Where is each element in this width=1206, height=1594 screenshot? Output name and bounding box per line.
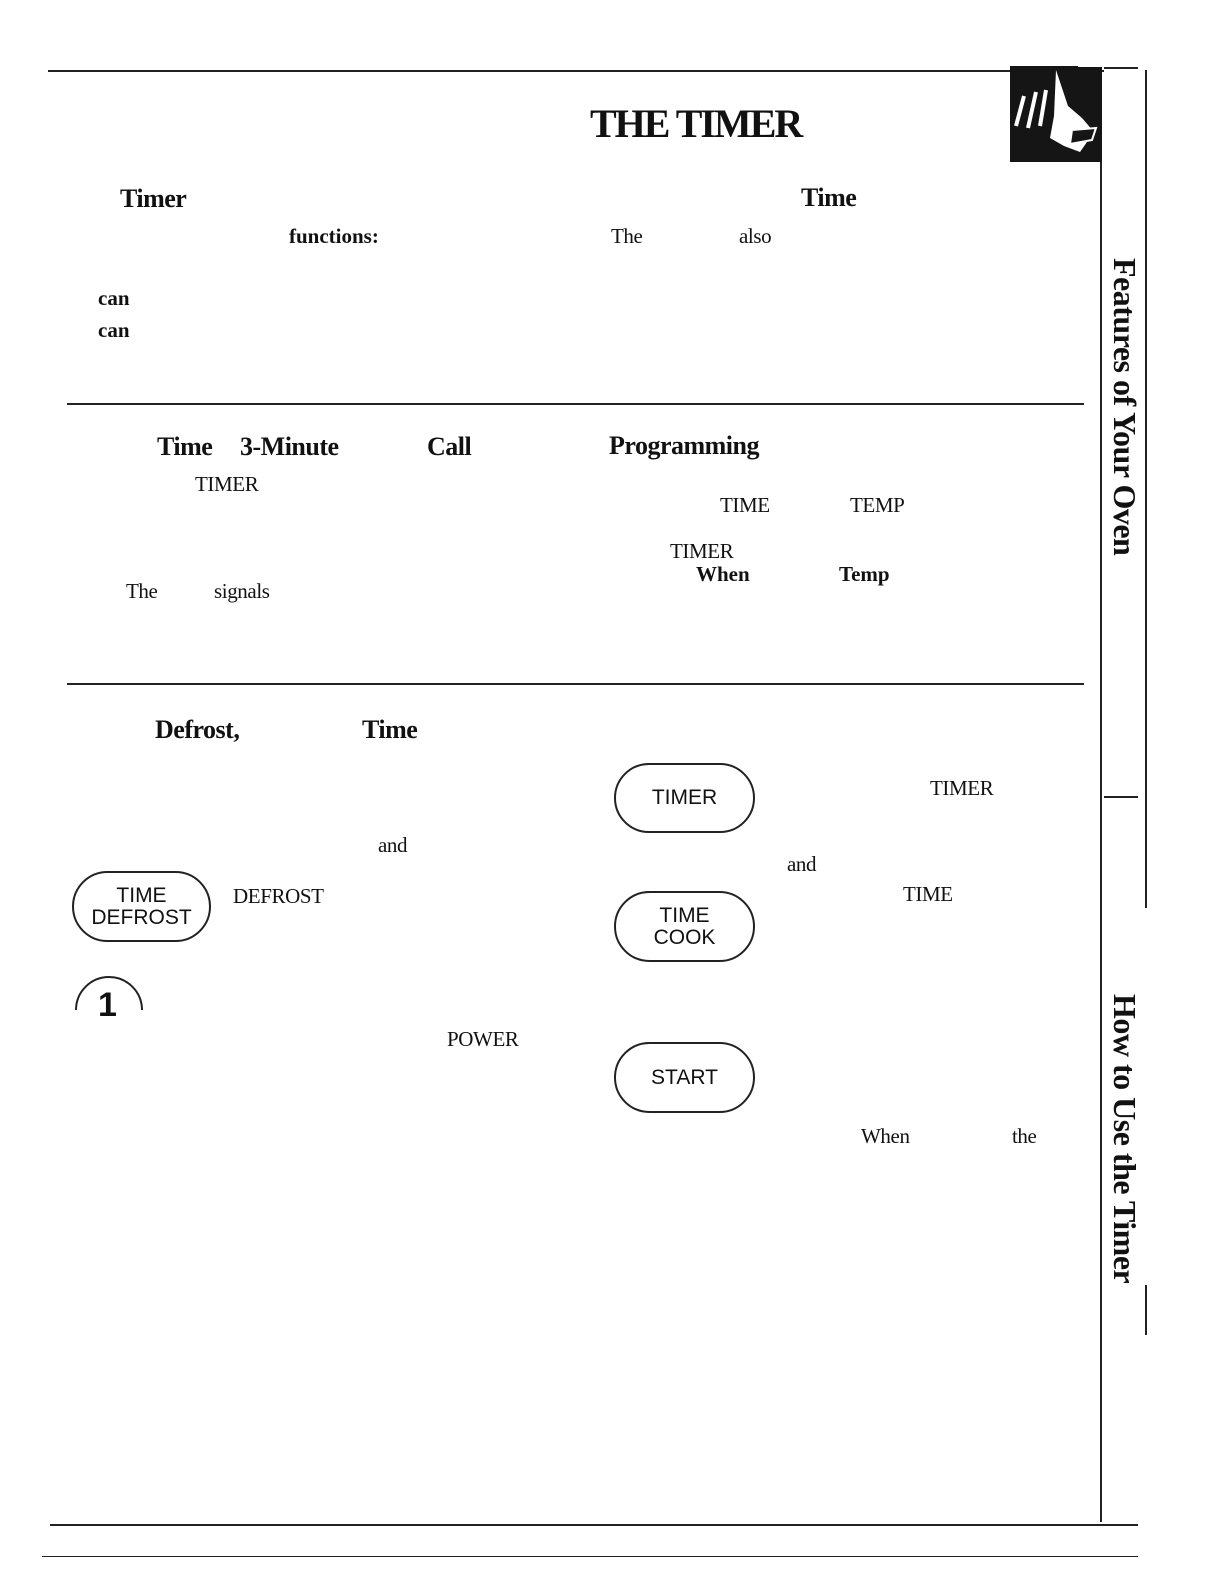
section3-right-text-1: TIMER: [930, 776, 994, 800]
section2-left-text-2: The: [126, 579, 158, 603]
time-defrost-button-line1: TIME: [116, 883, 167, 907]
section2-right-text-4: When: [696, 562, 750, 586]
start-button[interactable]: [614, 1042, 755, 1113]
section1-left-text-3: can: [98, 318, 130, 342]
section1-left-text-1: functions:: [289, 224, 379, 248]
section2-right-text-1: TIME: [720, 493, 770, 517]
time-cook-button-line2: COOK: [653, 925, 716, 949]
section2-right-heading: Programming: [609, 431, 759, 460]
section3-left-text-1: and: [378, 833, 408, 857]
section2-right-text-5: Temp: [839, 562, 890, 586]
section1-left-heading: Timer: [120, 184, 187, 213]
section3-left-heading-2: Time: [362, 715, 418, 744]
section3-right-text-3: TIME: [903, 882, 953, 906]
section3-right-text-4: When: [861, 1124, 910, 1148]
section2-right-text-3: TIMER: [670, 539, 734, 563]
tab-divider-upper: [1145, 70, 1147, 908]
side-tab-how-to-use: How to Use the Timer: [1107, 994, 1143, 1284]
time-defrost-button[interactable]: [72, 871, 211, 942]
section2-left-heading-3: Call: [427, 432, 472, 461]
top-rule-right: [1104, 67, 1138, 69]
section1-left-text-2: can: [98, 286, 130, 310]
section1-right-text-2: also: [739, 224, 772, 248]
top-rule: [48, 70, 1104, 72]
section1-right-text-1: The: [611, 224, 643, 248]
section2-left-heading-2: 3-Minute: [240, 432, 339, 461]
step-number-badge: [72, 970, 146, 1030]
start-button-label: START: [651, 1065, 718, 1089]
section2-left-text-3: signals: [214, 579, 270, 603]
section-divider-2: [67, 683, 1084, 685]
right-border: [1100, 70, 1102, 1522]
bottom-rule: [50, 1524, 1138, 1526]
time-cook-button[interactable]: [614, 891, 755, 962]
section2-left-text-1: TIMER: [195, 472, 259, 496]
side-tab-features: Features of Your Oven: [1107, 258, 1143, 556]
tab-notch: [1104, 796, 1138, 798]
timer-button-label: TIMER: [651, 786, 718, 809]
footer-rule: [42, 1556, 1138, 1557]
step-number: 1: [98, 986, 117, 1024]
page-title: THE TIMER: [590, 101, 802, 146]
section2-left-heading-1: Time: [157, 432, 213, 461]
tab-divider-lower: [1145, 1285, 1147, 1335]
section1-right-heading: Time: [801, 183, 857, 212]
section3-right-text-2: and: [787, 852, 817, 876]
section3-left-text-3: POWER: [447, 1027, 519, 1051]
section3-left-heading-1: Defrost,: [155, 715, 240, 744]
pointing-hand-icon: [1010, 66, 1102, 162]
section3-right-text-5: the: [1012, 1124, 1037, 1148]
section2-right-text-2: TEMP: [850, 493, 905, 517]
timer-button[interactable]: [614, 763, 755, 833]
time-cook-button-line1: TIME: [659, 903, 710, 927]
section3-left-text-2: DEFROST: [233, 884, 324, 908]
section-divider-1: [67, 403, 1084, 405]
time-defrost-button-line2: DEFROST: [91, 905, 192, 929]
